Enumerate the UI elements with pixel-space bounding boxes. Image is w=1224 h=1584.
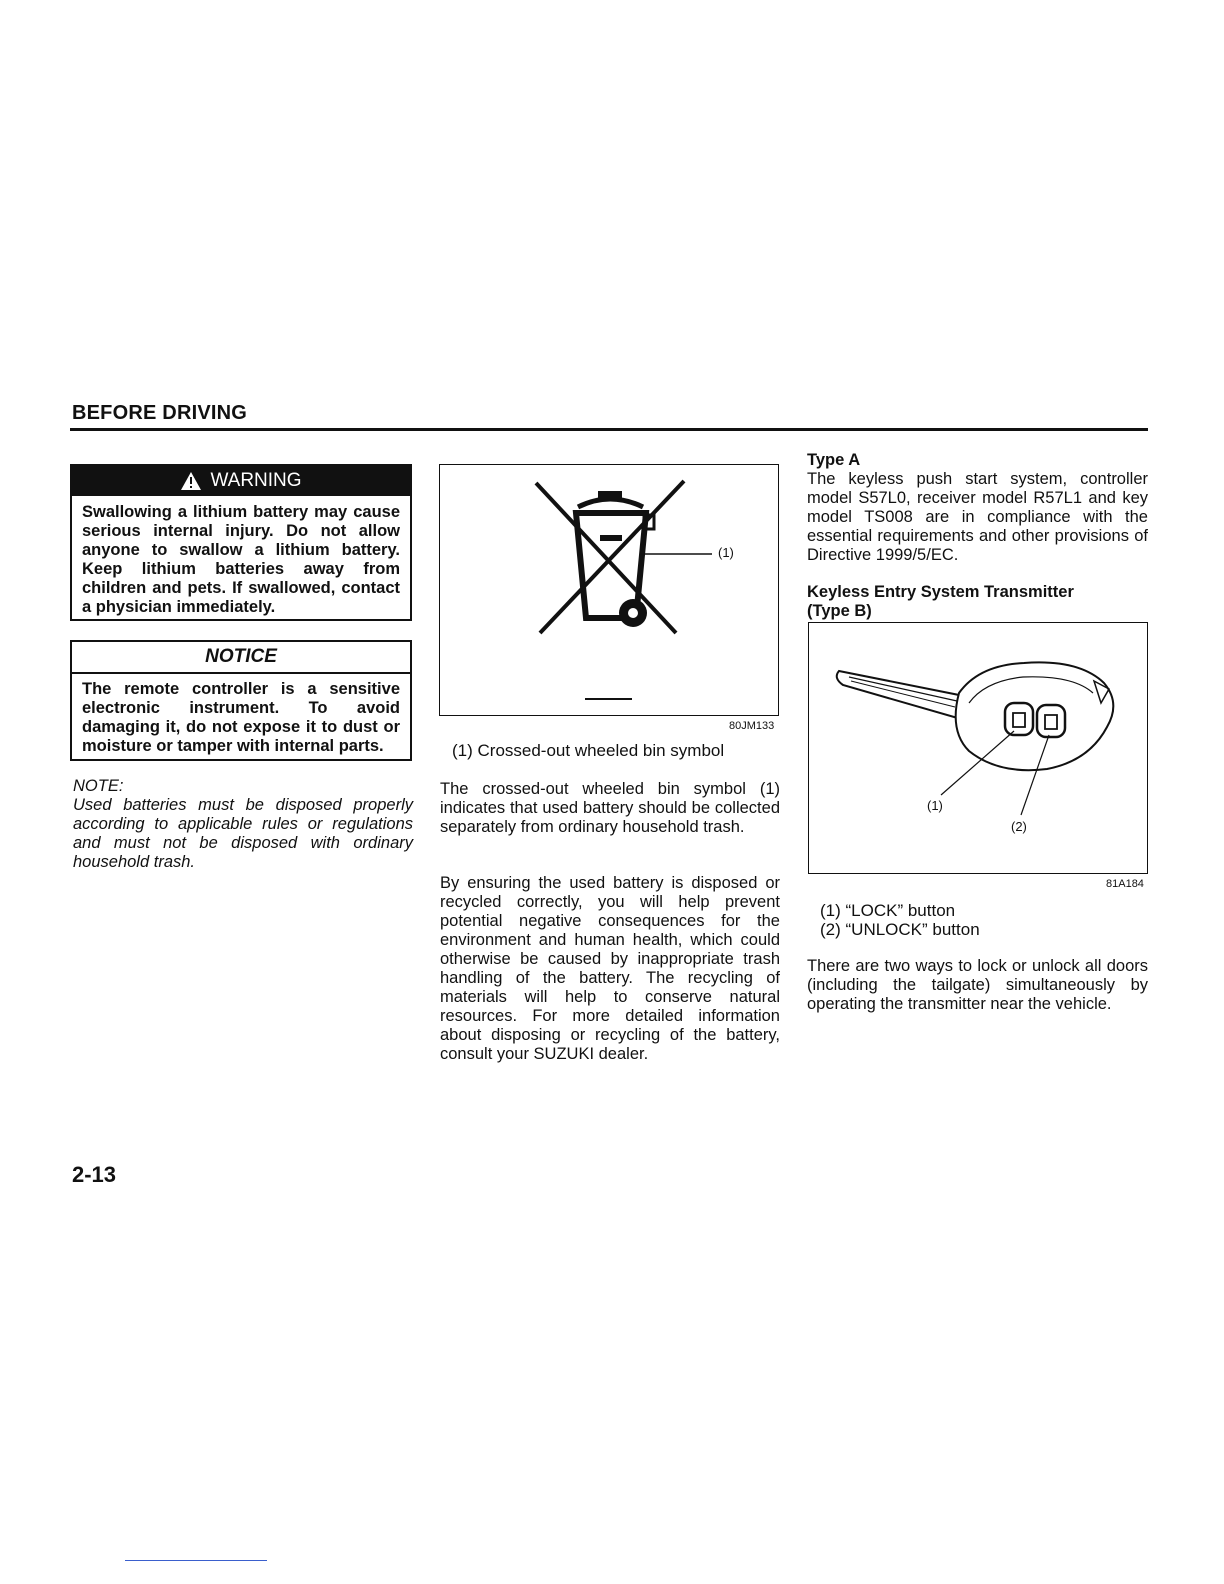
warning-triangle-icon — [180, 471, 202, 491]
right-paragraph: There are two ways to lock or unlock all doors (including the tailgate) simultaneously by operating the transmitter near the vehicle. — [807, 957, 1148, 1013]
section-title: BEFORE DRIVING — [72, 402, 248, 424]
transmitter-callout-2: (2) — [1011, 819, 1027, 834]
note-label: NOTE: — [73, 777, 124, 795]
bin-figure-code: 80JM133 — [729, 720, 775, 732]
notice-box — [70, 640, 412, 761]
warning-text: Swallowing a lithium battery may cause serious internal injury. Do not allow anyone to swallow a lithium battery. Keep lithium batteries away from children and pets. If swallowed, contact a physician immediately. — [82, 503, 400, 616]
lock-button-caption: (1) “LOCK” button — [820, 901, 956, 920]
middle-paragraph-1: The crossed-out wheeled bin symbol (1) indicates that used battery should be collected separately from ordinary household trash. — [440, 780, 780, 836]
header-rule — [70, 428, 1148, 431]
key-transmitter-icon — [809, 623, 1146, 872]
transmitter-figure-code: 81A184 — [1106, 878, 1144, 890]
type-a-heading: Type A — [807, 451, 861, 469]
notice-text: The remote controller is a sensitive electronic instrument. To avoid damaging it, do not expose it to dust or moisture or tamper with internal parts. — [82, 680, 400, 755]
bin-callout: (1) — [718, 545, 734, 560]
transmitter-heading-line-2: (Type B) — [807, 602, 872, 620]
bin-figure — [439, 464, 779, 716]
warning-title: WARNING — [210, 470, 302, 491]
note-text: Used batteries must be disposed properly according to applicable rules or regulations and must not be disposed with ordinary household trash. — [73, 796, 413, 871]
notice-title: NOTICE — [72, 642, 410, 674]
page-number: 2-13 — [72, 1162, 117, 1187]
transmitter-figure — [808, 622, 1148, 874]
warning-box — [70, 464, 412, 621]
bottom-link-line — [125, 1560, 267, 1561]
middle-paragraph-2: By ensuring the used battery is disposed or recycled correctly, you will help prevent potential negative consequences for the environment and human health, which could otherwise be caused by inappropriate trash handling of the battery. The recycling of materials will help to conserve natural resources. For more detailed information about disposing or recycling of the battery, consult your SUZUKI dealer. — [440, 874, 780, 1063]
unlock-button-caption: (2) “UNLOCK” button — [820, 920, 980, 939]
note — [73, 777, 413, 872]
warning-header — [72, 466, 410, 496]
type-a-text: The keyless push start system, controller model S57L0, receiver model R57L1 and key model TS008 are in compliance with the essential requirements and other provisions of Directive 1999/5/EC. — [807, 470, 1148, 564]
transmitter-heading-line-1: Keyless Entry System Transmitter — [807, 583, 1074, 601]
crossed-out-bin-icon — [440, 465, 777, 714]
bin-figure-caption: (1) Crossed-out wheeled bin symbol — [452, 741, 725, 760]
transmitter-callout-1: (1) — [927, 798, 943, 813]
